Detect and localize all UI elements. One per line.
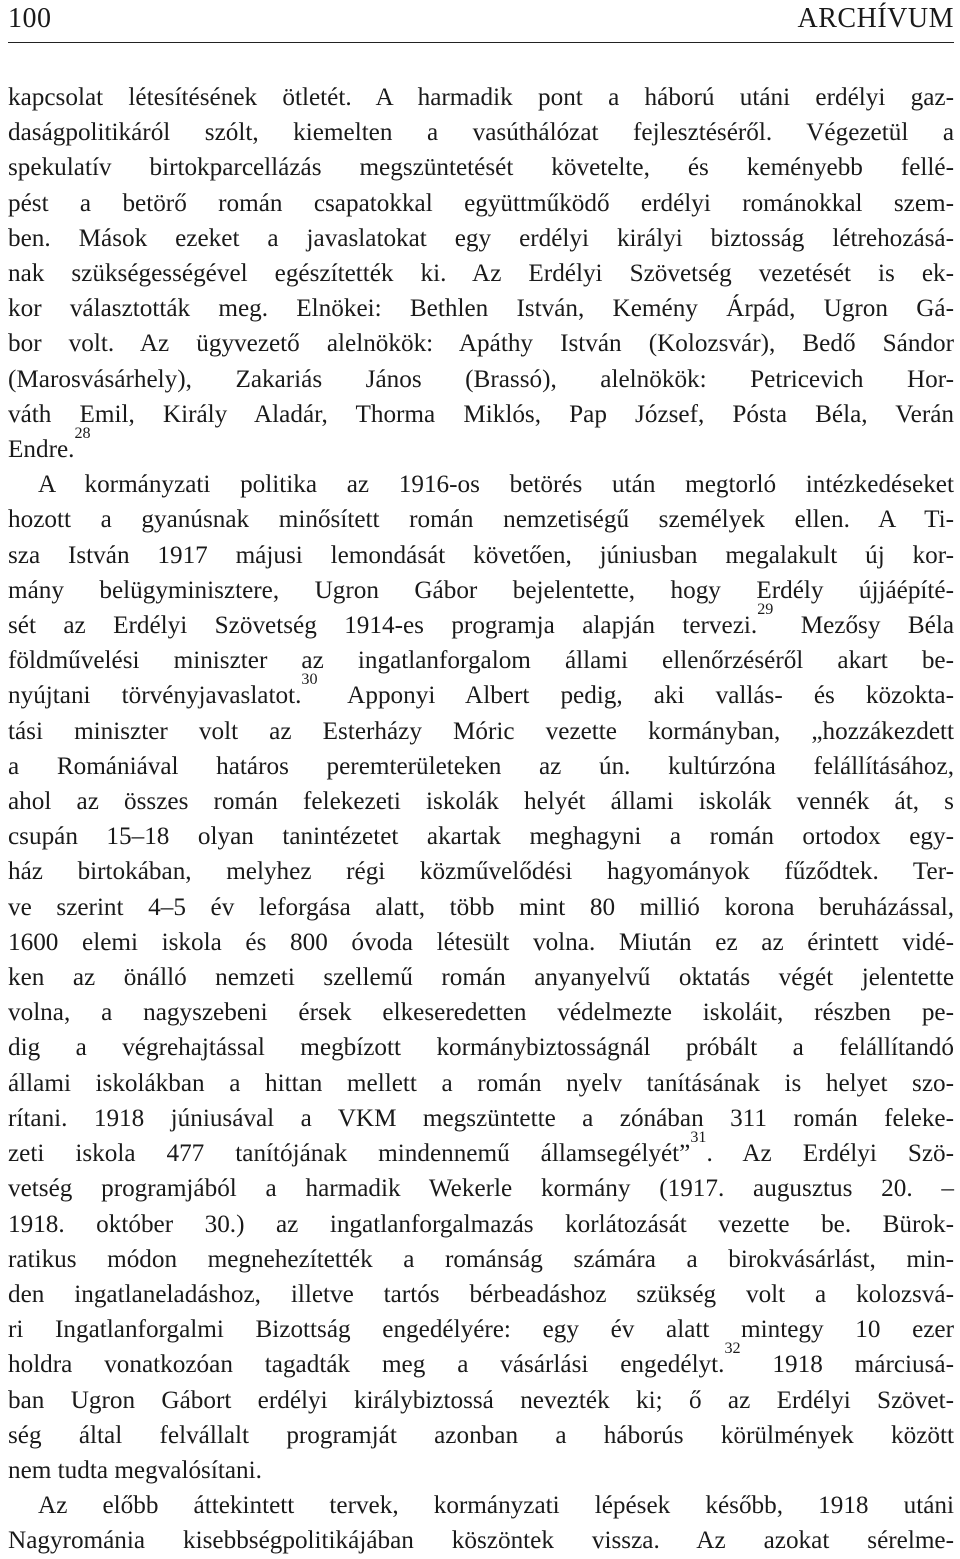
line-text: csupán 15–18 olyan tanintézetet akartak meghagyni a román ortodox egy- <box>8 823 954 851</box>
running-header <box>8 0 954 43</box>
line-text: ban Ugron Gábort erdélyi királybiztossá nevezték ki; ő az Erdélyi Szövet- <box>8 1386 954 1414</box>
text-line <box>8 538 954 573</box>
line-text: ben. Mások ezeket a javaslatokat egy erdélyi királyi biztosság létrehozásá- <box>8 224 954 252</box>
line-text: (Marosvásárhely), Zakariás János (Brassó), alelnökök: Petricevich Hor- <box>8 365 954 393</box>
text-line <box>8 1418 954 1453</box>
line-text-continued: Mezősy Béla <box>773 612 954 640</box>
text-line <box>8 221 954 256</box>
line-text: dig a végrehajtással megbízott kormánybiztosságnál próbált a felállítandó <box>8 1034 954 1062</box>
line-text: bor volt. Az ügyvezető alelnökök: Apáthy István (Kolozsvár), Bedő Sándor <box>8 330 954 358</box>
line-text: váth Emil, Király Aladár, Thorma Miklós, Pap József, Pósta Béla, Verán <box>8 400 954 428</box>
line-text: kapcsolat létesítésének ötletét. A harmadik pont a háború utáni erdélyi gaz- <box>8 84 954 111</box>
line-text-continued: . Az Erdélyi Szö- <box>706 1140 954 1168</box>
line-text: 1600 elemi iskola és 800 óvoda létesült volna. Miután ez az érintett vidé- <box>8 928 954 956</box>
line-text: ház birtokában, melyhez régi közművelődési hagyományok fűződtek. Ter- <box>8 858 954 886</box>
text-line <box>8 326 954 361</box>
text-line <box>8 1101 954 1136</box>
text-line <box>8 467 954 502</box>
line-text: rítani. 1918 júniusával a VKM megszüntette a zónában 311 román feleke- <box>8 1104 954 1132</box>
text-line <box>8 573 954 608</box>
text-line <box>8 890 954 925</box>
line-text: ahol az összes román felekezeti iskolák helyét állami iskolák vennék át, s <box>8 788 954 816</box>
line-text: zeti iskola 477 tanítójának mindennemű államsegélyét” <box>8 1140 691 1168</box>
line-text: nak szükségességével egészítették ki. Az Erdélyi Szövetség vezetését is ek- <box>8 260 954 288</box>
line-text: ség által felvállalt programját azonban a háborús körülmények között <box>8 1421 954 1449</box>
line-text: a Romániával határos peremterületeken az ún. kultúrzóna felállításához, <box>8 752 954 780</box>
line-text: Az előbb áttekintett tervek, kormányzati lépések később, 1918 utáni <box>38 1492 954 1520</box>
text-line <box>8 1453 954 1488</box>
text-line <box>8 1030 954 1065</box>
text-line <box>8 256 954 291</box>
text-line <box>8 749 954 784</box>
footnote-reference: 29 <box>757 601 774 619</box>
line-text: pést a betörő román csapatokkal együttműködő erdélyi románokkal szem- <box>8 189 954 217</box>
footnote-reference: 31 <box>690 1129 707 1147</box>
line-text: den ingatlaneladáshoz, illetve tartós bérbeadáshoz szükség volt a kolozsvá- <box>8 1280 954 1308</box>
text-line <box>8 1340 954 1382</box>
footnote-reference: 30 <box>301 671 318 689</box>
text-line <box>8 1129 954 1171</box>
line-text: nem tudta megvalósítani. <box>8 1456 262 1484</box>
line-text-continued: 1918 márciusá- <box>740 1351 954 1379</box>
line-text: 1918. október 30.) az ingatlanforgalmazás korlátozását vezette be. Bürok- <box>8 1210 954 1238</box>
line-text: sét az Erdélyi Szövetség 1914-es programja alapján tervezi. <box>8 612 758 640</box>
line-text: vetség programjából a harmadik Wekerle kormány (1917. augusztus 20. – <box>8 1175 954 1203</box>
text-line <box>8 115 954 150</box>
line-text: sza István 1917 májusi lemondását követően, júniusban megalakult új kor- <box>8 541 954 569</box>
line-text: mány belügyminisztere, Ugron Gábor bejelentette, hogy Erdély újjáépíté- <box>8 576 954 604</box>
text-line <box>8 1277 954 1312</box>
line-text: ve szerint 4–5 év leforgása alatt, több mint 80 millió korona beruházással, <box>8 893 954 921</box>
line-text: holdra vonatkozóan tagadták meg a vásárlási engedélyt. <box>8 1351 725 1379</box>
text-line <box>8 1383 954 1418</box>
text-line <box>8 925 954 960</box>
text-line <box>8 1066 954 1101</box>
text-line <box>8 397 954 432</box>
line-text: spekulatív birtokparcellázás megszüntetését követelte, és keményebb fellé- <box>8 154 954 182</box>
text-line <box>8 1523 954 1558</box>
footnote-reference: 32 <box>724 1340 741 1358</box>
line-text: állami iskolákban a hittan mellett a román nyelv tanításának is helyet szo- <box>8 1069 954 1097</box>
line-text: ratikus módon megnehezítették a románság számára a birokvásárlást, min- <box>8 1245 954 1273</box>
line-text: A kormányzati politika az 1916-os betörés után megtorló intézkedéseket <box>38 471 954 499</box>
line-text: volna, a nagyszebeni érsek elkeseredetten védelmezte iskoláit, részben pe- <box>8 999 954 1027</box>
text-line <box>8 1312 954 1347</box>
running-title: ARCHÍVUM <box>797 3 954 34</box>
line-text: hozott a gyanúsnak minősített román nemzetiségű személyek ellen. A Ti- <box>8 506 954 534</box>
text-line <box>8 291 954 326</box>
line-text: nyújtani törvényjavaslatot. <box>8 682 302 710</box>
text-line <box>8 425 954 467</box>
text-line <box>8 643 954 678</box>
text-line <box>8 784 954 819</box>
text-line <box>8 960 954 995</box>
footnote-reference: 28 <box>74 425 91 443</box>
line-text: ri Ingatlanforgalmi Bizottság engedélyére: egy év alatt mintegy 10 ezer <box>8 1316 954 1344</box>
article-body-text <box>8 80 954 1559</box>
text-line <box>8 150 954 185</box>
text-line <box>8 1242 954 1277</box>
line-text: ken az önálló nemzeti szellemű román anyanyelvű oktatás végét jelentette <box>8 964 954 992</box>
text-line <box>8 80 954 115</box>
text-line <box>8 714 954 749</box>
text-line <box>8 362 954 397</box>
text-line <box>8 1207 954 1242</box>
text-line <box>8 1488 954 1523</box>
text-line <box>8 854 954 889</box>
line-text: Endre. <box>8 436 75 464</box>
text-line <box>8 1171 954 1206</box>
line-text-continued: Apponyi Albert pedig, aki vallás- és közokta- <box>317 682 954 710</box>
text-line <box>8 502 954 537</box>
text-line <box>8 995 954 1030</box>
line-text: daságpolitikáról szólt, kiemelten a vasúthálózat fejlesztéséről. Végezetül a <box>8 119 954 147</box>
page-number: 100 <box>8 3 52 34</box>
text-line <box>8 186 954 221</box>
line-text: Nagyrománia kisebbségpolitikájában köszöntek vissza. Az azokat sérelme- <box>8 1527 954 1555</box>
text-line <box>8 601 954 643</box>
text-line <box>8 671 954 713</box>
line-text: földművelési miniszter az ingatlanforgalom állami ellenőrzéséről akart be- <box>8 647 954 675</box>
line-text: kor választották meg. Elnökei: Bethlen István, Kemény Árpád, Ugron Gá- <box>8 295 954 323</box>
line-text: tási miniszter volt az Esterházy Móric vezette kormányban, „hozzákezdett <box>8 717 954 745</box>
text-line <box>8 819 954 854</box>
